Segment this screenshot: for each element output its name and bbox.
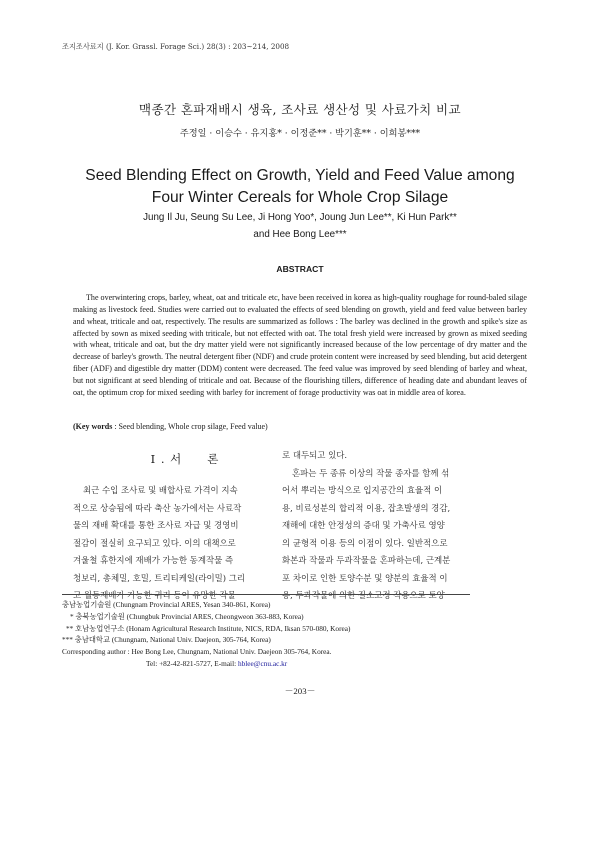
section-heading-introduction: I . 서 론 xyxy=(150,452,220,466)
intro-right-column xyxy=(282,447,482,605)
intro-right-line: 재해에 대한 안정성의 증대 및 가축사료 영양 xyxy=(282,520,445,530)
english-title-line-1: Seed Blending Effect on Growth, Yield and Feed Value among xyxy=(85,167,515,184)
intro-left-line: 적으로 상승됨에 따라 축산 농가에서는 사료작 xyxy=(73,502,242,513)
contact-line xyxy=(62,658,542,670)
footnote-affiliation: * 충북농업기술원 (Chungbuk Provincial ARES, Cheongweon 363-883, Korea) xyxy=(70,611,304,621)
english-title xyxy=(0,165,600,209)
intro-right-line: 화본과 작물과 두과작물을 혼파하는데, 근계분 xyxy=(282,555,451,565)
footnote-divider xyxy=(62,594,470,595)
intro-right-line: 용, 두과작물에 의한 질소고정 작용으로 토양 xyxy=(282,590,445,600)
english-authors xyxy=(0,209,600,243)
korean-title: 맥종간 혼파재배시 생육, 조사료 생산성 및 사료가치 비교 xyxy=(139,102,461,117)
intro-left-line: 겨울철 휴한지에 재배가 가능한 동계작물 즉 xyxy=(73,555,234,565)
footnotes xyxy=(62,599,542,670)
keywords xyxy=(73,422,527,431)
intro-right-line: 로 대두되고 있다. xyxy=(282,450,348,460)
intro-right-line: 의 균형적 이용 등의 이점이 있다. 일반적으로 xyxy=(282,537,448,548)
intro-left-line: 고 월동재배가 가능한 귀리 등이 유망한 작물 xyxy=(73,590,236,600)
english-title-line-2: Four Winter Cereals for Whole Crop Silage xyxy=(151,189,449,206)
footnote-affiliation: 충남농업기술원 (Chungnam Provincial ARES, Yesan 340-861, Korea) xyxy=(62,600,271,609)
intro-left-line: 청보리, 총체밀, 호밀, 트리티케일(라이밀) 그리 xyxy=(73,572,246,583)
footnote-affiliation: *** 충남대학교 (Chungnam, National Univ. Daejeon, 305-764, Korea) xyxy=(62,635,271,645)
page-number: －203－ xyxy=(284,686,316,696)
keywords-label: (Key words xyxy=(73,422,113,431)
intro-right-line: 혼파는 두 종류 이상의 작물 종자를 함께 섞 xyxy=(292,467,450,478)
abstract-heading: ABSTRACT xyxy=(276,264,324,274)
intro-left-line: 물의 재배 확대를 통한 조사료 자급 및 경영비 xyxy=(73,520,239,530)
intro-left-column xyxy=(73,482,273,605)
contact-phone: Tel: +82-42-821-5727, E-mail: xyxy=(146,658,238,668)
journal-header: 조지조사료지 (J. Kor. Grassl. Forage Sci.) 28(3) : 203~214, 2008 xyxy=(62,42,290,51)
intro-left-line: 절감이 절실히 요구되고 있다. 이의 대책으로 xyxy=(73,537,236,548)
abstract-body: The overwintering crops, barley, wheat, oat and triticale etc, have been received in korea as high-quality roughage for round-baled silage making as livestock feed. Studies were carried out to evaluated the effects of seed blending on growth, yield and feed value between barley and wheat, triticale and oat, respectively. The results are summarized as follows : The barley was declined in the growth and spike's size as affected by sown as mixed seeding with triticale, but not effected with oat. The total fresh yield were increased by grown as mixed seeding with wheat, triticale and oat, but the dry matter yield were not significantly increased because of the low percentage of dry matter and the decrease of barley's growth. The neutral detergent fiber (NDF) and crude protein content were increased by seed blending, but acid detergent fiber (ADF) and digestible dry matter (DDM) content were decreased. The feed value was improved by seed blending of barley and wheat, but not significant at seed blending of triticale and oat. Because of the flourishing tillers, difference of heading date and abundant leaves of oat, the optimum crop for mixed seeding with barley for increment of forage productivity was oat in middle area of korea. xyxy=(73,293,527,397)
footnote-affiliation: ** 호남농업연구소 (Honam Agricultural Research Institute, NICS, RDA, Iksan 570-080, Korea) xyxy=(66,623,351,633)
english-authors-line-1: Jung Il Ju, Seung Su Lee, Ji Hong Yoo*, Joung Jun Lee**, Ki Hun Park** xyxy=(143,212,457,223)
english-authors-line-2: and Hee Bong Lee*** xyxy=(253,229,347,240)
korean-authors: 주정일 · 이승수 · 유지홍* · 이정준** · 박기훈** · 이희봉*** xyxy=(179,128,421,139)
intro-right-line: 포 차이로 인한 토양수분 및 양분의 효율적 이 xyxy=(282,572,448,583)
email-link[interactable]: hblee@cnu.ac.kr xyxy=(237,658,288,668)
intro-right-line: 어서 뿌리는 방식으로 입지공간의 효율적 이 xyxy=(282,485,443,495)
keywords-text: : Seed blending, Whole crop silage, Feed value) xyxy=(112,422,268,431)
corresponding-author: Corresponding author : Hee Bong Lee, Chungnam, National Univ. Daejeon 305-764, Korea. xyxy=(62,647,332,657)
intro-left-line: 최근 수입 조사료 및 배합사료 가격이 지속 xyxy=(83,485,238,495)
intro-right-line: 용, 비료성분의 합리적 이용, 잡초발생의 경감, xyxy=(282,502,451,513)
